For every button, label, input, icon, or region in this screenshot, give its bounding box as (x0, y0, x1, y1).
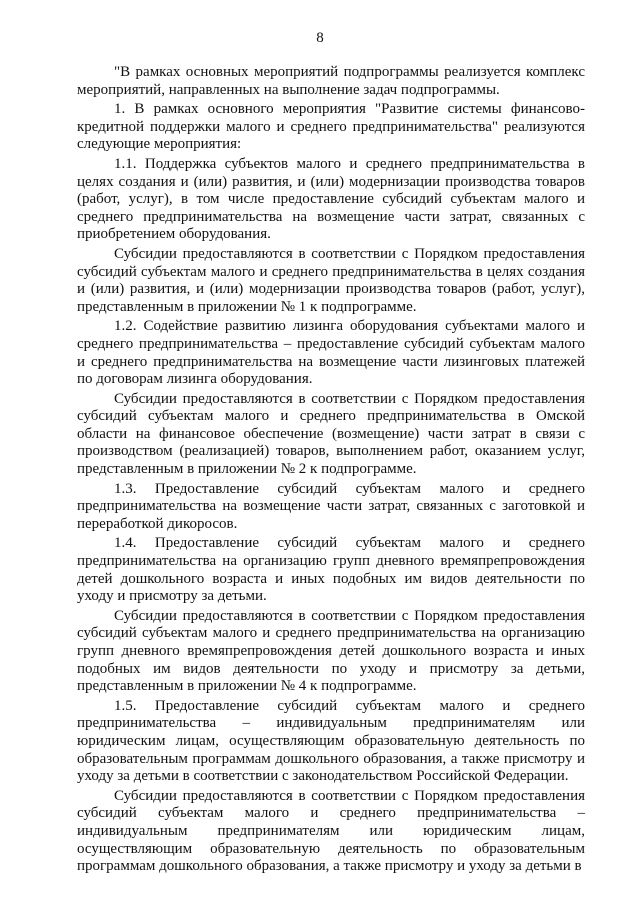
body-text (77, 64, 585, 878)
page-number: 8 (316, 30, 324, 46)
paragraph: 1.3. Предоставление субсидий субъектам малого и среднего предпринимательства на возмещение части затрат, связанных с заготовкой и переработкой дикоросов. (77, 480, 585, 532)
paragraph: 1. В рамках основного мероприятия "Развитие системы финансово-кредитной поддержки малого и среднего предпринимательства" реализуются следующие мероприятия: (77, 101, 585, 153)
paragraph: Субсидии предоставляются в соответствии с Порядком предоставления субсидий субъектам малого и среднего предпринимательства в Омской области на финансовое обеспечение (возмещение) части затрат в связи с производством (реализацией) товаров, выполнением работ, оказанием услуг, представленным в приложении № 2 к подпрограмме. (77, 390, 585, 478)
paragraph: Субсидии предоставляются в соответствии с Порядком предоставления субсидий субъектам малого и среднего предпринимательства – индивидуальным предпринимателям или юридическим лицам, осуществляющим образовательную деятельность по образовательным программам дошкольного образования, а также присмотру и уходу за детьми в (77, 787, 585, 875)
paragraph: Субсидии предоставляются в соответствии с Порядком предоставления субсидий субъектам малого и среднего предпринимательства в целях создания и (или) развития, и (или) модернизации производства товаров (работ, услуг), представленным в приложении № 1 к подпрограмме. (77, 245, 585, 315)
paragraph: 1.5. Предоставление субсидий субъектам малого и среднего предпринимательства – индивидуальным предпринимателям или юридическим лицам, осуществляющим образовательную деятельность по образовательным программам дошкольного образования, а также присмотру и уходу за детьми в соответствии с законодательством Российской Федерации. (77, 697, 585, 785)
paragraph: 1.1. Поддержка субъектов малого и среднего предпринимательства в целях создания и (или) развития, и (или) модернизации производства товаров (работ, услуг), в том числе предоставление субсидий субъектам малого и среднего предпринимательства на возмещение части затрат, связанных с приобретением оборудования. (77, 155, 585, 243)
paragraph: Субсидии предоставляются в соответствии с Порядком предоставления субсидий субъектам малого и среднего предпринимательства на организацию групп дневного времяпрепровождения детей дошкольного возраста и иных подобных им видов деятельности по уходу и присмотру за детьми, представленным в приложении № 4 к подпрограмме. (77, 607, 585, 695)
paragraph: 1.4. Предоставление субсидий субъектам малого и среднего предпринимательства на организацию групп дневного времяпрепровождения детей дошкольного возраста и иных подобных им видов деятельности по уходу и присмотру за детьми. (77, 535, 585, 605)
paragraph: "В рамках основных мероприятий подпрограммы реализуется комплекс мероприятий, направленных на выполнение задач подпрограммы. (77, 64, 585, 98)
paragraph: 1.2. Содействие развитию лизинга оборудования субъектами малого и среднего предпринимательства – предоставление субсидий субъектам малого и среднего предпринимательства на возмещение части лизинговых платежей по договорам лизинга оборудования. (77, 318, 585, 388)
